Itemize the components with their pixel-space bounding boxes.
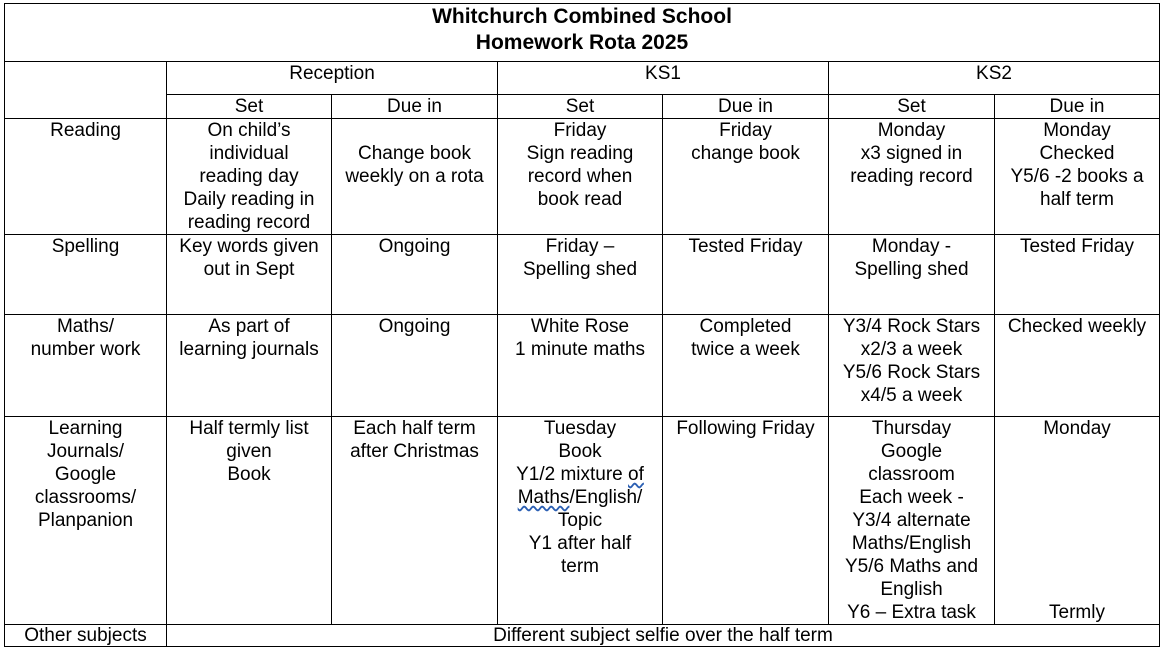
cell-line: Maths/ <box>56 316 115 337</box>
cell-line: Y1 after half <box>528 533 632 554</box>
cell-line: Book <box>558 441 602 462</box>
cell-line: Google <box>880 441 943 462</box>
cell-line: reading record <box>187 212 311 233</box>
cell-line: x2/3 a week <box>860 339 963 360</box>
cell-line: x4/5 a week <box>860 385 963 406</box>
learning-reception-set <box>167 417 332 625</box>
reading-ks2-set <box>829 119 995 235</box>
learning-ks2-set <box>829 417 995 625</box>
cell-line: number work <box>30 339 141 360</box>
cell-line: Maths/English <box>851 533 972 554</box>
cell-line: Daily reading in <box>183 189 315 210</box>
english-text: /English/ <box>569 487 643 508</box>
cell-line: Half termly list <box>189 418 309 439</box>
cell-line: Y5/6 Rock Stars <box>842 362 981 383</box>
title-rota: Homework Rota 2025 <box>475 31 689 54</box>
cell-line: record when <box>527 166 633 187</box>
row-learning-journals <box>5 417 1160 625</box>
spelling-ks1-due <box>663 235 829 315</box>
learning-ks2-due <box>995 417 1160 625</box>
reading-ks2-due <box>995 119 1160 235</box>
cell-line: weekly on a rota <box>345 166 484 187</box>
cell-line: given <box>226 441 272 462</box>
row-label-learning-journals <box>5 417 167 625</box>
cell-line: Following Friday <box>676 418 815 439</box>
title-school: Whitchurch Combined School <box>432 5 732 28</box>
learning-ks2-due-termly: Termly <box>1049 602 1105 623</box>
row-maths <box>5 315 1160 417</box>
header-reception-set: Set <box>167 95 332 119</box>
cell-line: Change book <box>357 143 472 164</box>
maths-ks1-due <box>663 315 829 417</box>
cell-line: 1 minute maths <box>515 339 645 360</box>
header-ks2-due: Due in <box>995 95 1160 119</box>
maths-reception-due <box>332 315 498 417</box>
cell-line: Spelling shed <box>522 259 638 280</box>
cell-line: Thursday <box>871 418 952 439</box>
key-stage-header-row <box>5 62 1160 95</box>
cell-line: Monday <box>877 120 946 141</box>
cell-line: learning journals <box>179 339 319 360</box>
row-other-subjects <box>5 625 1160 647</box>
document-title <box>5 4 1160 62</box>
cell-line: On child’s <box>207 120 291 141</box>
cell-line: Friday <box>719 120 772 141</box>
cell-line: Checked <box>1039 143 1115 164</box>
cell-line: individual <box>209 143 289 164</box>
cell-line: change book <box>691 143 800 164</box>
cell-line: Ongoing <box>378 316 451 337</box>
cell-line: Y3/4 alternate <box>852 510 971 531</box>
reading-reception-due <box>332 119 498 235</box>
maths-ks1-set <box>498 315 663 417</box>
mixture-text: Y1/2 mixture <box>516 464 629 485</box>
cell-line: classrooms/ <box>34 487 137 508</box>
header-reception: Reception <box>167 62 498 95</box>
row-label-maths <box>5 315 167 417</box>
cell-line: Y5/6 Maths and <box>844 556 979 577</box>
cell-line: Friday <box>553 120 607 141</box>
row-spelling <box>5 235 1160 315</box>
cell-line: Learning <box>48 418 123 439</box>
learning-ks1-set-mixture-line <box>502 463 658 486</box>
cell-line: Each half term <box>353 418 476 439</box>
maths-ks2-due <box>995 315 1160 417</box>
title-row <box>5 4 1160 62</box>
header-ks1: KS1 <box>498 62 829 95</box>
cell-line: out in Sept <box>203 259 295 280</box>
cell-line: Sign reading <box>526 143 634 164</box>
header-ks1-due: Due in <box>663 95 829 119</box>
cell-line: Friday – <box>545 236 615 257</box>
spelling-ks2-set <box>829 235 995 315</box>
reading-ks1-due <box>663 119 829 235</box>
spelling-ks2-due <box>995 235 1160 315</box>
cell-line: book read <box>537 189 623 210</box>
cell-line: English <box>880 579 943 600</box>
learning-ks2-due-monday: Monday <box>1043 418 1111 439</box>
cell-line: Tuesday <box>543 418 617 439</box>
cell-line: Y3/4 Rock Stars <box>842 316 981 337</box>
learning-ks1-due <box>663 417 829 625</box>
cell-line: Y5/6 -2 books a <box>1010 166 1144 187</box>
cell-line: Spelling shed <box>854 259 969 280</box>
cell-line: Spelling <box>51 236 120 257</box>
cell-line: reading record <box>850 166 973 187</box>
set-due-header-row <box>5 95 1160 119</box>
learning-ks1-set-bottom <box>502 509 658 578</box>
cell-line: twice a week <box>691 339 800 360</box>
cell-line: reading day <box>199 166 299 187</box>
cell-line: classroom <box>868 464 955 485</box>
learning-ks1-set-top <box>502 417 658 463</box>
learning-reception-due <box>332 417 498 625</box>
row-label-reading <box>5 119 167 235</box>
cell-line: Y6 – Extra task <box>847 602 976 623</box>
cell-line: Topic <box>557 510 603 531</box>
cell-line: Each week - <box>859 487 964 508</box>
maths-text: Maths <box>517 487 570 508</box>
other-subjects-value: Different subject selfie over the half term <box>167 625 1160 647</box>
reading-reception-set <box>167 119 332 235</box>
header-reception-due: Due in <box>332 95 498 119</box>
cell-line: Google <box>54 464 117 485</box>
cell-line: Tested Friday <box>1019 236 1135 257</box>
row-reading <box>5 119 1160 235</box>
maths-ks2-set <box>829 315 995 417</box>
spelling-reception-set <box>167 235 332 315</box>
cell-line: Ongoing <box>378 236 451 257</box>
corner-cell <box>5 62 167 119</box>
row-label-other-subjects: Other subjects <box>5 625 167 647</box>
row-label-spelling <box>5 235 167 315</box>
mixture-of-text: of <box>628 464 644 485</box>
cell-line: Monday - <box>871 236 952 257</box>
cell-line: Completed <box>699 316 792 337</box>
reading-ks1-set <box>498 119 663 235</box>
cell-line: White Rose <box>530 316 630 337</box>
spelling-ks1-set <box>498 235 663 315</box>
cell-line: Checked weekly <box>1007 316 1147 337</box>
cell-line: half term <box>1040 189 1114 210</box>
cell-line: Planpanion <box>37 510 134 531</box>
header-ks2-set: Set <box>829 95 995 119</box>
cell-line: Journals/ <box>46 441 125 462</box>
header-ks1-set: Set <box>498 95 663 119</box>
homework-rota-table <box>4 3 1160 647</box>
cell-line: Tested Friday <box>688 236 803 257</box>
cell-line: Key words given <box>179 236 319 257</box>
cell-line: As part of <box>208 316 290 337</box>
spelling-reception-due <box>332 235 498 315</box>
header-ks2: KS2 <box>829 62 1160 95</box>
learning-ks1-set <box>498 417 663 625</box>
cell-line: Monday <box>1043 120 1111 141</box>
cell-line: Book <box>227 464 271 485</box>
cell-line: after Christmas <box>350 441 479 462</box>
cell-line: term <box>561 556 599 577</box>
maths-reception-set <box>167 315 332 417</box>
cell-line: x3 signed in <box>860 143 963 164</box>
cell-line: Reading <box>50 120 121 141</box>
learning-ks1-set-subjects-line <box>502 486 658 509</box>
